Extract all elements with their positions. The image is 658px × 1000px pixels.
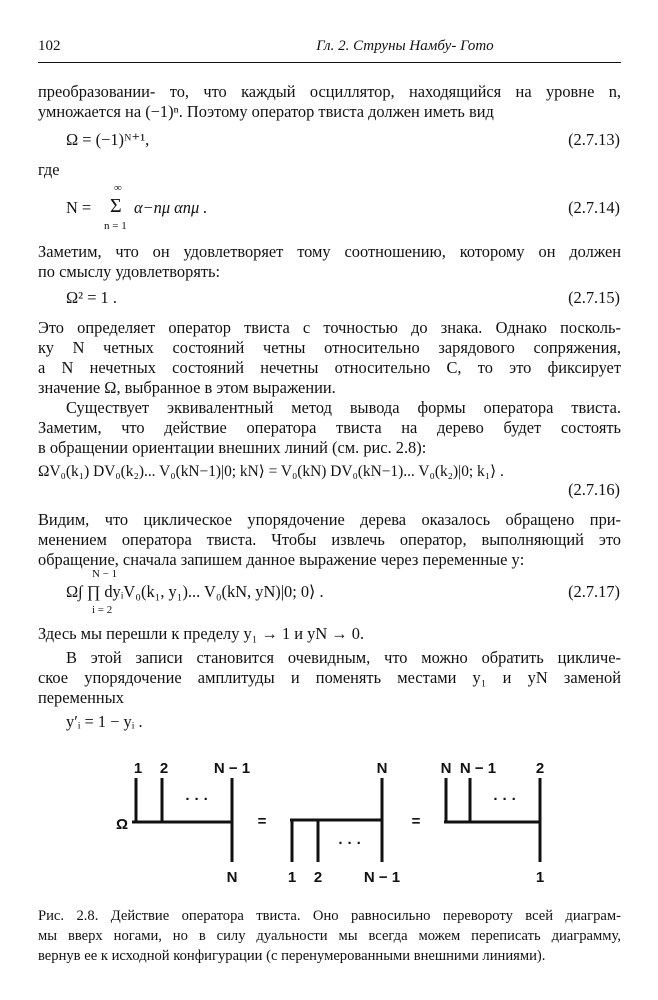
text-line-16: В этой записи становится очевидным, что можно обратить цикличе-	[66, 648, 621, 667]
text-line-8: значение Ω, выбранное в этом выражении.	[38, 378, 336, 397]
text-line-11: в обращении ориентации внешних линий (см. рис. 2.8):	[38, 438, 427, 457]
diagram3-label-n-minus-1: N − 1	[459, 760, 497, 777]
text-line-2: умножается на (−1)ⁿ. Поэтому оператор твиста должен иметь вид	[38, 102, 494, 121]
diagram3-label-1: 1	[535, 869, 545, 886]
equation-2-7-17: Ω∫ ∏ dyᵢV₀(k₁, y₁)... V₀(kN, yN)|0; 0⟩ .	[66, 582, 324, 601]
running-title: Гл. 2. Струны Намбу- Гото	[316, 38, 494, 54]
diagram2-label-n-minus-1: N − 1	[363, 869, 401, 886]
equation-number-2-7-15: (2.7.15)	[568, 288, 620, 307]
equation-2-7-14-lhs: N =	[66, 198, 92, 217]
equation-2-7-16: ΩV₀(k₁) DV₀(k₂)... V₀(kN−1)|0; kN⟩ = V₀(kN) DV₀(kN−1)... V₀(k₂)|0; k₁⟩ .	[38, 463, 504, 480]
text-line-18: переменных	[38, 688, 124, 707]
text-line-14: обращение, сначала запишем данное выражение через переменные y:	[38, 550, 525, 569]
text-line-5: Это определяет оператор твиста с точностью до знака. Однако посколь-	[38, 318, 621, 337]
text-line-1: преобразовании- то, что каждый осциллятор, находящийся на уровне n,	[38, 82, 621, 101]
figure-caption-line-3: вернув ее к исходной конфигурации (с перенумерованными внешними линиями).	[38, 948, 546, 964]
diagram1-label-1: 1	[133, 760, 143, 777]
equation-number-2-7-16: (2.7.16)	[568, 480, 620, 499]
equation-number-2-7-14: (2.7.14)	[568, 198, 620, 217]
text-where: где	[38, 160, 60, 179]
diagram-relabeled-tree	[444, 778, 540, 862]
diagram3-label-n: N	[440, 760, 452, 777]
text-line-12: Видим, что циклическое упорядочение дерева оказалось обращено при-	[38, 510, 621, 529]
text-line-4: по смыслу удовлетворять:	[38, 262, 221, 281]
equals-sign-2: =	[411, 813, 421, 830]
diagram2-label-2: 2	[313, 869, 323, 886]
equation-number-2-7-17: (2.7.17)	[568, 582, 620, 601]
diagram2-label-n: N	[376, 760, 388, 777]
diagram1-label-n: N	[226, 869, 238, 886]
text-line-15: Здесь мы перешли к пределу y₁ → 1 и yN → 0.	[38, 624, 365, 643]
equals-sign-1: =	[257, 813, 267, 830]
diagram3-label-2: 2	[535, 760, 545, 777]
text-line-3: Заметим, что он удовлетворяет тому соотношению, которому он должен	[38, 242, 621, 261]
diagram2-dots: · · ·	[338, 835, 362, 852]
diagram2-label-1: 1	[287, 869, 297, 886]
omega-operator: Ω	[115, 816, 128, 833]
equation-2-7-13: Ω = (−1)ᴺ⁺¹,	[66, 130, 150, 149]
equation-change-of-variables: y′ᵢ = 1 − yᵢ .	[66, 712, 143, 731]
text-line-17: ское упорядочение амплитуды и поменять местами y₁ и yN заменой	[38, 668, 621, 687]
equation-2-7-15: Ω² = 1 .	[66, 288, 117, 307]
diagram1-dots: · · ·	[185, 791, 209, 808]
product-lower-limit: i = 2	[92, 604, 113, 616]
figure-caption-line-2: мы вверх ногами, но в силу дуальности мы всегда можем переписать диаграмму,	[38, 928, 621, 944]
diagram-original-tree	[132, 778, 232, 862]
sum-symbol: Σ	[110, 195, 122, 217]
text-line-7: а N нечетных состояний нечетны относительно C, то это фиксирует	[38, 358, 621, 377]
figure-caption-line-1: Рис. 2.8. Действие оператора твиста. Оно равносильно перевороту всей диаграм-	[38, 908, 621, 924]
equation-2-7-14-rhs: α−nμ αnμ .	[134, 198, 208, 217]
text-line-6: ку N четных состояний четны относительно зарядового сопряжения,	[38, 338, 621, 357]
text-line-13: менением оператора твиста. Чтобы извлечь оператор, выполняющий это	[38, 530, 621, 549]
text-line-9: Существует эквивалентный метод вывода формы оператора твиста.	[66, 398, 621, 417]
product-upper-limit: N − 1	[92, 568, 118, 580]
sum-upper-limit: ∞	[114, 182, 122, 194]
text-line-10: Заметим, что действие оператора твиста на дерево будет состоять	[38, 418, 621, 437]
sum-lower-limit: n = 1	[104, 220, 127, 232]
diagram-flipped-tree	[290, 778, 382, 862]
diagram1-label-n-minus-1: N − 1	[213, 760, 251, 777]
diagram3-dots: · · ·	[493, 791, 517, 808]
equation-number-2-7-13: (2.7.13)	[568, 130, 620, 149]
diagram1-label-2: 2	[159, 760, 169, 777]
page-number: 102	[38, 38, 61, 54]
